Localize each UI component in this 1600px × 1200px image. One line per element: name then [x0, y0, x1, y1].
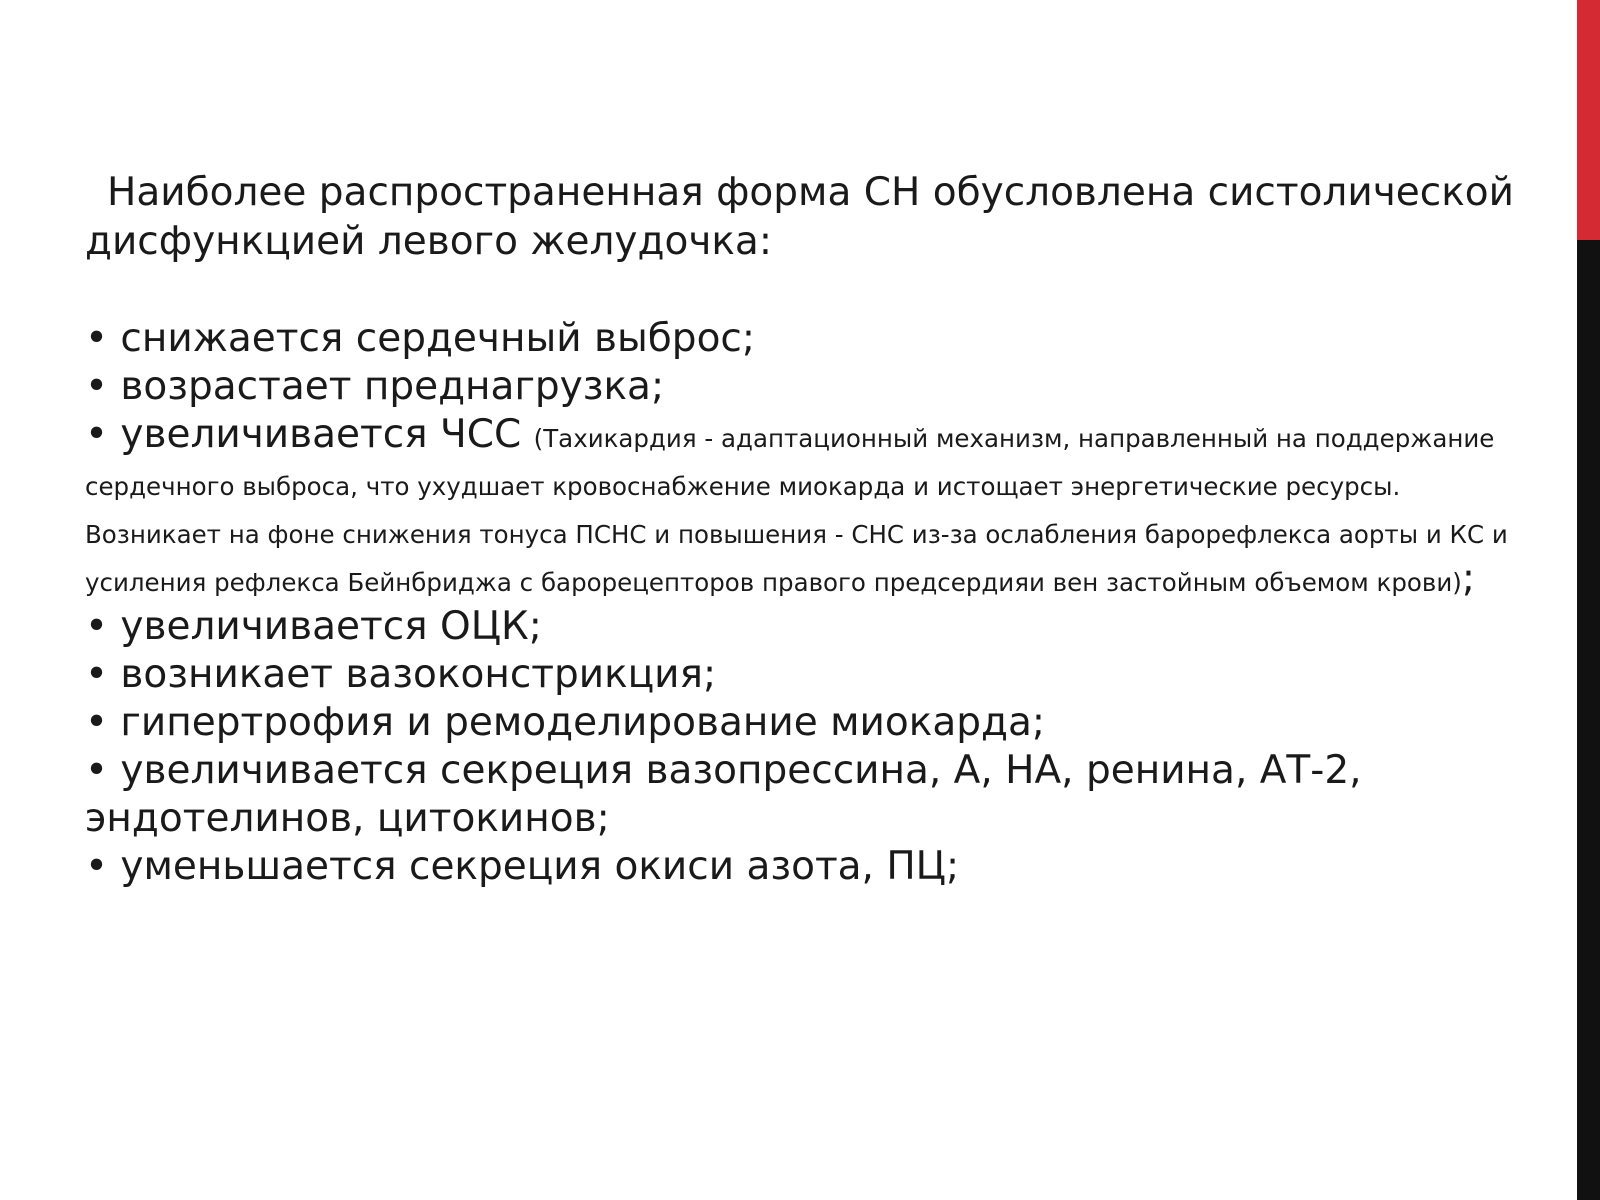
list-item: [85, 747, 1525, 843]
bullet: •: [85, 364, 109, 409]
list-item: [85, 363, 1525, 411]
bullet-list: [85, 315, 1525, 891]
list-item: [85, 315, 1525, 363]
slide-content: [85, 168, 1525, 891]
list-item-text: гипертрофия и ремоделирование миокарда;: [120, 700, 1045, 745]
list-item-text: снижается сердечный выброс;: [120, 316, 756, 361]
list-item-note: (Тахикардия - адаптационный механизм, направленный на поддержание сердечного выброса, что ухудшает кровоснабжение миокарда и истощает энергетические ресурсы. Возникает на фоне снижения тонуса ПСНС и повышения - СНС из-за ослабления барорефлекса аорты и КС и усиления рефлекса Бейнбриджа с барорецепторов правого предсердияи вен застойным объемом крови): [85, 424, 1508, 597]
bullet: •: [85, 604, 109, 649]
list-item-text: уменьшается секреция окиси азота, ПЦ;: [120, 844, 960, 889]
bullet: •: [85, 316, 109, 361]
list-item-text: возникает вазоконстрикция;: [120, 652, 717, 697]
side-accent-black: [1577, 240, 1600, 1200]
list-item-text: увеличивается ЧСС: [120, 412, 522, 457]
bullet: •: [85, 412, 109, 457]
bullet: •: [85, 844, 109, 889]
side-accent-red: [1577, 0, 1600, 240]
list-item: [85, 651, 1525, 699]
bullet: •: [85, 652, 109, 697]
list-item-text: увеличивается ОЦК;: [120, 604, 542, 649]
list-item: [85, 699, 1525, 747]
list-item: [85, 411, 1525, 603]
bullet: •: [85, 700, 109, 745]
list-item-text: возрастает преднагрузка;: [120, 364, 665, 409]
intro-paragraph: Наиболее распространенная форма СН обусловлена систолической дисфункцией левого желудочка:: [85, 170, 1514, 264]
list-item-tail: ;: [1461, 556, 1475, 601]
list-item: [85, 603, 1525, 651]
list-item-text: увеличивается секреция вазопрессина, А, НА, ренина, АТ-2, эндотелинов, цитокинов;: [85, 748, 1362, 841]
list-item: [85, 843, 1525, 891]
bullet: •: [85, 748, 109, 793]
